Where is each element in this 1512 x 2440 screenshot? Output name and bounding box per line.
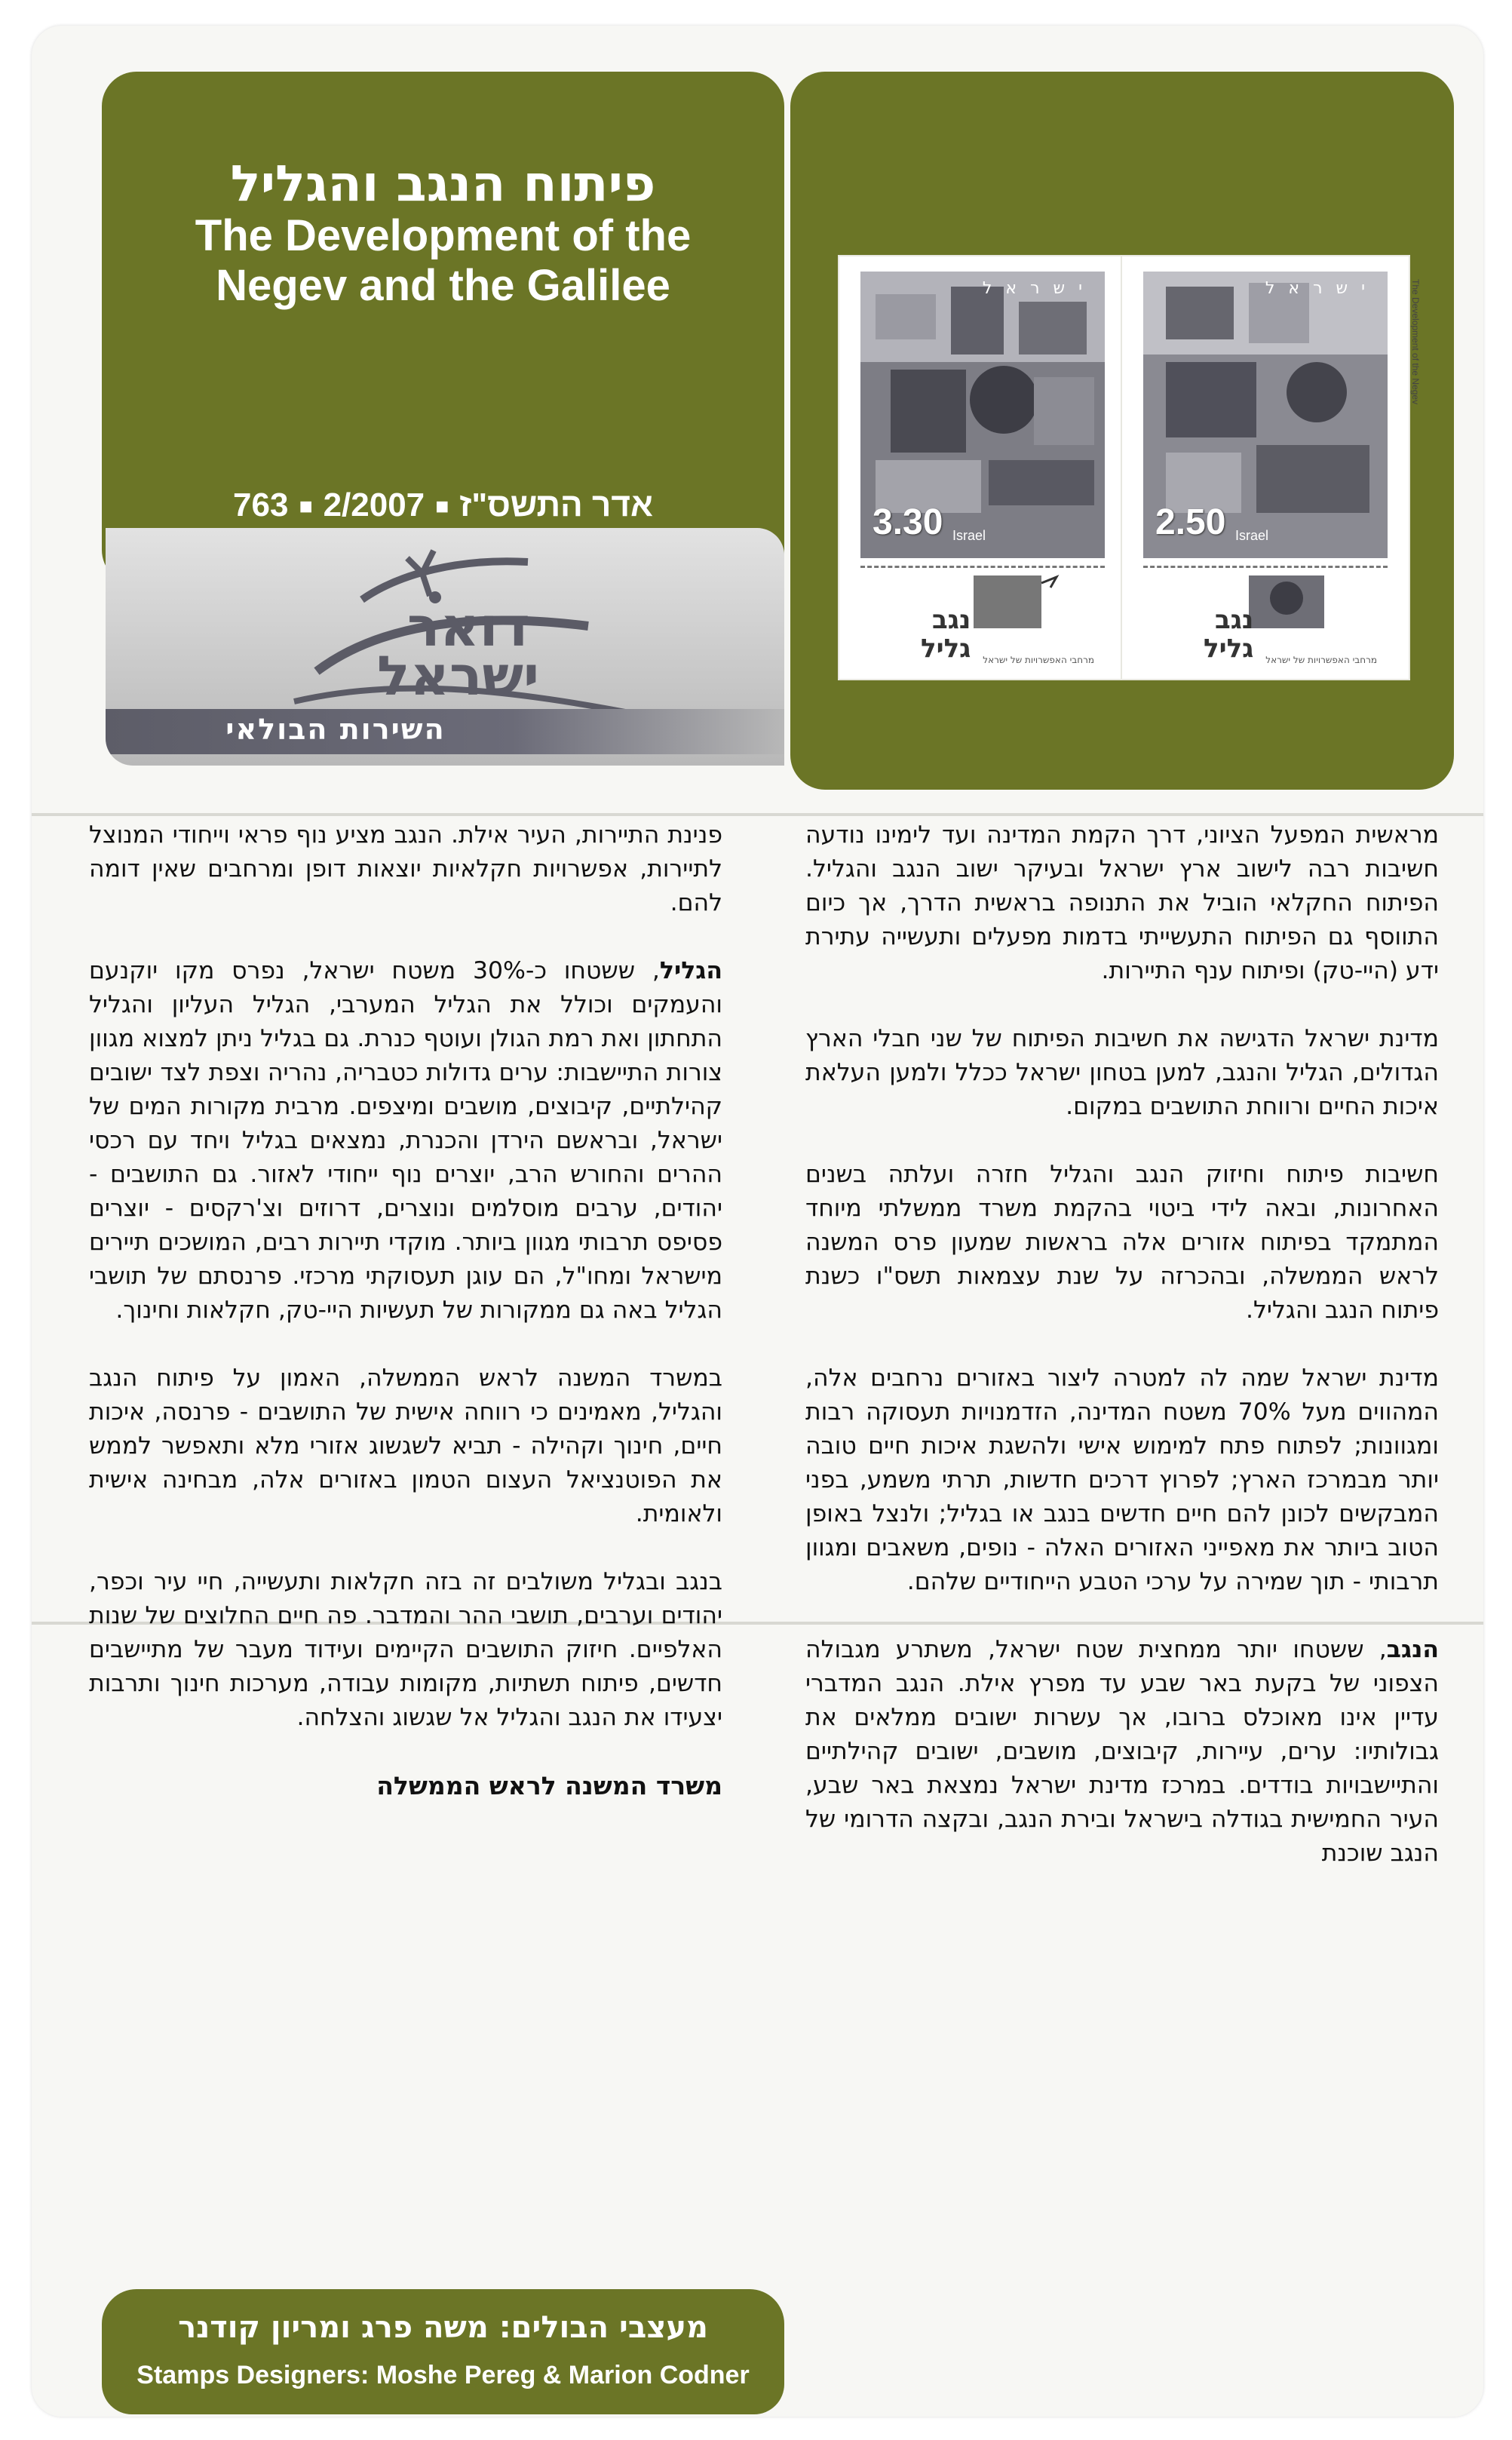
galilee-heading: הגליל [659,957,722,984]
issue-date-hebrew: אדר התשס"ז [459,486,653,523]
stamp-country-hebrew: ישראל [1265,279,1379,298]
logo-tagline: השירות הבולאי [225,713,446,746]
paragraph: במשרד המשנה לראש הממשלה, האמון על פיתוח הנגב והגליל, מאמינים כי רווחה אישית של התושבים - פרנסה, איכות חיים, חינוך וקהילה - תביא לשגשוג אזורי מלא ותאפשר לממש את הפוטנציאל העצום הטמון באזורים אלה, מבחינה אישית ולאומית. [89,1364,722,1527]
stamp-country-hebrew: ישראל [982,279,1096,298]
designers-english: Stamps Designers: Moshe Pereg & Marion Codner [136,2361,750,2389]
title-hebrew: פיתוח הנגב והגליל [230,155,656,213]
separator: ■ [435,494,449,520]
logo-name-line-1: דואר [407,595,530,658]
stamp-tab [860,566,1105,674]
issue-info [102,486,784,524]
designers-panel [102,2289,784,2414]
paragraph: מדינת ישראל הדגישה את חשיבות הפיתוח של שני חבלי הארץ הגדולים, הגליל והנגב, למען בטחון ישראל ככלל ולמען העלאת איכות החיים ורווחת התושבים במקום. [805,1025,1439,1120]
bird-icon [860,568,1105,666]
stamp-country: Israel [1235,528,1269,543]
issue-date: 2/2007 [323,486,425,523]
paragraph-galilee [89,954,722,1327]
paragraph: מראשית המפעל הציוני, דרך הקמת המדינה ועד לימינו נודעה חשיבות רבה לישוב ארץ ישראל ובעיקר ישוב הנגב והגליל. הפיתוח החקלאי הוביל את התנופה בראשית הדרך, אך כיום התווסף גם הפיתוח התעשייתי בדמות מפעלים ותעשייה עתירת ידע (היי-טק) ופיתוח ענף התיירות. [805,821,1439,984]
separator: ■ [299,494,313,520]
paragraph: מדינת ישראל שמה לה למטרה ליצור באזורים נרחבים אלה, המהווים מעל 70% משטח המדינה, הזדמנויות תעסוקה רבות ומגוונות; לפתוח פתח למימוש אישי ולהשגת איכות חיים טובה יותר מבמרכז הארץ; לפרוץ דרכים חדשות, תרתי משמע, בפני המבקשים לכונן להם חיים חדשים בנגב או בגליל; ולנצל באופן הטוב ביותר את מאפייני האזורים האלה - נופים, משאבים ומגוון תרבותי - תוך שמירה על ערכי הטבע הייחודיים שלהם. [805,1364,1439,1595]
stamp-tab-caption: מרחבי האפשרויות של ישראל [1265,655,1377,665]
logo-name-line-2: ישראל [377,644,540,707]
stamp-tab-caption: מרחבי האפשרויות של ישראל [983,655,1094,665]
left-text-column [89,818,722,1837]
paragraph: חשיבות פיתוח וחיזוק הנגב והגליל חזרה ועלתה בשנים האחרונות, ובאה לידי ביטוי בהקמת משרד ממשלתי מיוחד המתמקד בפיתוח אזורים אלה בראשות שמעון פרס המשנה לראש הממשלה, ובהכרזה על שנת עצמאות תשס"ו כשנת פיתוח הנגב והגליל. [805,1161,1439,1324]
fold-line [32,813,1483,816]
negev-heading: הנגב [1386,1636,1439,1663]
title-english [102,211,784,311]
issue-number: 763 [233,486,289,523]
tab-title-line-2: גליל [1204,634,1254,664]
title-panel [102,72,784,585]
stamp-value: 3.30 [873,502,943,542]
title-english-line-1: The Development of the [195,211,692,260]
title-english-line-2: Negev and the Galilee [216,261,670,310]
tab-title-line-1: נגב [1215,605,1254,635]
stamp-negev [1122,256,1421,679]
stamp-value: 2.50 [1155,502,1226,542]
signature: משרד המשנה לראש הממשלה [376,1771,722,1800]
stamps-panel [790,72,1454,790]
negev-text: , ששטחו יותר ממחצית שטח ישראל, משתרע מגבולה הצפוני של בקעת באר שבע עד מפרץ אילת. הנגב המדברי עדיין אינו מאוכלס ברובו, אך עשרות ישובים ממלאים את גבולותיו: ערים, עיירות, קיבוצים, מושבים, ישובים קהילתיים והתיישבויות בודדים. במרכז מדינת ישראל נמצאת באר שבע, העיר החמישית בגודלה בישראל ובירת הנגב, ובקצה הדרומי של הנגב שוכנת [805,1636,1439,1867]
stamp-side-caption: The Development of the Negev [1410,279,1421,405]
tab-title-line-2: גליל [921,634,971,664]
stamp-galilee [839,256,1126,679]
israel-post-logo-band [106,528,784,766]
tab-title-line-1: נגב [932,605,971,635]
paragraph: בנגב ובגליל משולבים זה בזה חקלאות ותעשייה, חיי עיר וכפר, יהודים וערבים, תושבי ההר והמדבר. פה חיים החלוצים של שנות האלפיים. חיזוק התושבים הקיימים ועידוד מעבר של מתיישבים חדשים, פיתוח תשתיות, מקומות עבודה, מערכות חינוך ותרבות יצעידו את הנגב והגליל אל שגשוג והצלחה. [89,1568,722,1731]
tree-icon [1143,568,1388,666]
stamp-country: Israel [952,528,986,543]
stamp-tab [1143,566,1388,674]
galilee-text: , ששטחו כ-30% משטח ישראל, נפרס מקו יוקנעם והעמקים וכולל את הגליל המערבי, הגליל העליון והגליל התחתון ואת רמת הגולן ועוטף כנרת. גם בגליל ניתן למצוא מגוון צורות התיישבות: ערים גדולות כטבריה, נהריה וצפת לצד ישובים קהילתיים, קיבוצים, מושבים ומיצפים. מרבית מקורות המים של ישראל, ובראשם הירדן והכנרת, נמצאים בגליל ויחד עם רכסי ההרים והחורש הרב, יוצרים נוף ייחודי לאזור. גם התושבים - יהודים, ערבים מוסלמים ונוצרים, דרוזים וצ'רקסים - יוצרים פסיפס תרבותי מגוון ביותר. מוקדי תיירות רבים, המושכים תיירים מישראל ומחו"ל, הם עוגן תעסוקתי מרכזי. פרנסתם של תושבי הגליל באה גם ממקורות של תעשיות היי-טק, חקלאות וחינוך. [89,957,722,1324]
paragraph: פנינת התיירות, העיר אילת. הנגב מציע נוף פראי וייחודי המנוצל לתיירות, אפשרויות חקלאיות יוצאות דופן ומרחבים שאין דומה להם. [89,821,722,916]
right-text-column [805,818,1439,1904]
paragraph-negev [805,1633,1439,1871]
designers-hebrew: מעצבי הבולים: משה פרג ומריון קודנר [178,2310,708,2345]
